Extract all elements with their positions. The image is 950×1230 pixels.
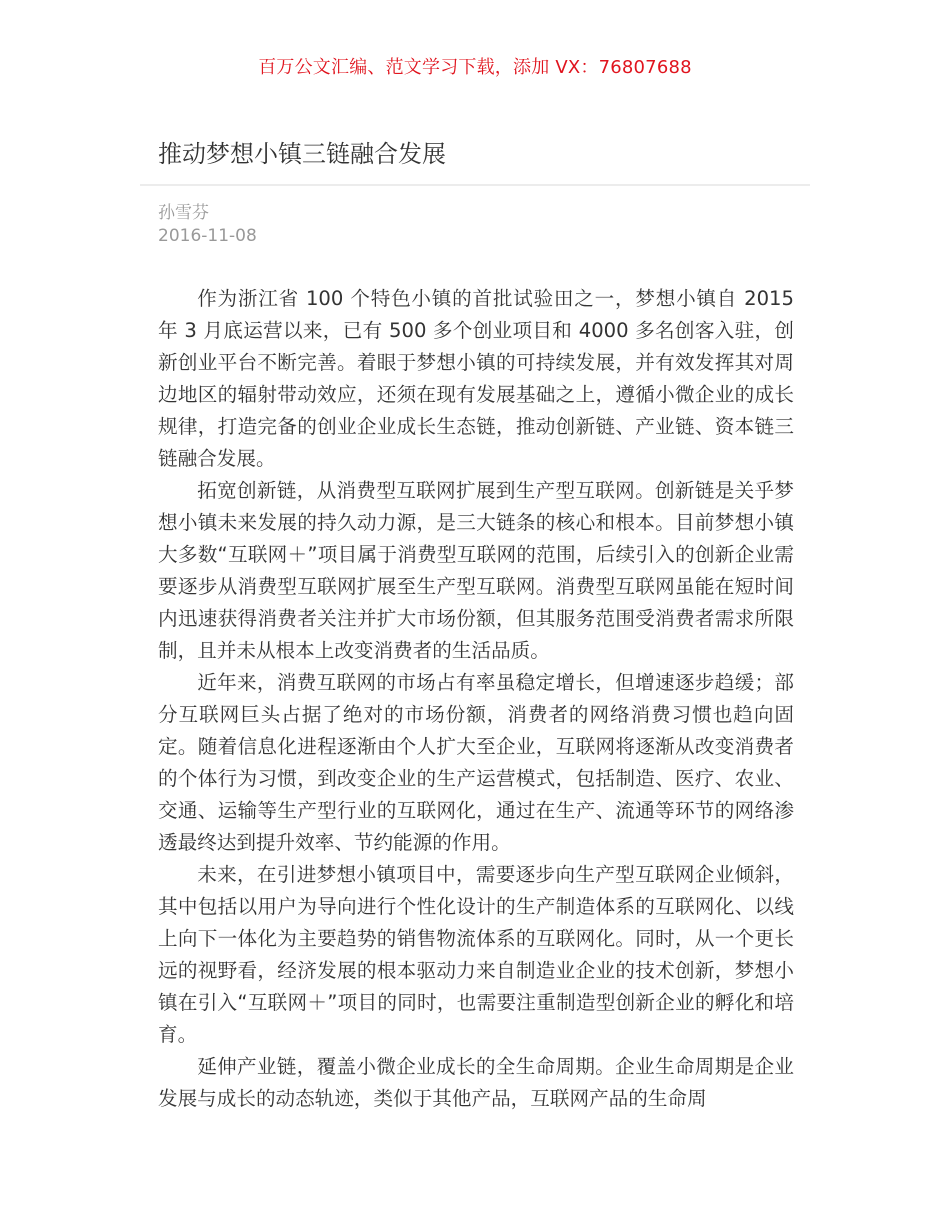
article-header [140, 136, 810, 186]
article-author: 孙雪芬 [158, 203, 209, 223]
paragraph: 近年来，消费互联网的市场占有率虽稳定增长，但增速逐步趋缓；部分互联网巨头占据了绝对的市场份额，消费者的网络消费习惯也趋向固定。随着信息化进程逐渐由个人扩大至企业，互联网将逐渐从改变消费者的个体行为习惯，到改变企业的生产运营模式，包括制造、医疗、农业、交通、运输等生产型行业的互联网化，通过在生产、流通等环节的网络渗透最终达到提升效率、节约能源的作用。 [158, 671, 794, 854]
paragraph: 延伸产业链，覆盖小微企业成长的全生命周期。企业生命周期是企业发展与成长的动态轨迹，类似于其他产品，互联网产品的生命周 [158, 1055, 794, 1110]
article-meta [158, 202, 257, 248]
article-date: 2016-11-08 [158, 226, 257, 246]
paragraph: 作为浙江省 100 个特色小镇的首批试验田之一，梦想小镇自 2015 年 3 月底运营以来，已有 500 多个创业项目和 4000 多名创客入驻，创新创业平台不断完善。着眼于梦想小镇的可持续发展，并有效发挥其对周边地区的辐射带动效应，还须在现有发展基础之上，遵循小微企业的成长规律，打造完备的创业企业成长生态链，推动创新链、产业链、资本链三链融合发展。 [158, 287, 794, 470]
article-body [158, 283, 794, 1115]
paragraph: 未来，在引进梦想小镇项目中，需要逐步向生产型互联网企业倾斜，其中包括以用户为导向进行个性化设计的生产制造体系的互联网化、以线上向下一体化为主要趋势的销售物流体系的互联网化。同时，从一个更长远的视野看，经济发展的根本驱动力来自制造业企业的技术创新，梦想小镇在引入“互联网＋”项目的同时，也需要注重制造型创新企业的孵化和培育。 [158, 863, 794, 1046]
article-title: 推动梦想小镇三链融合发展 [158, 140, 446, 168]
title-divider [140, 184, 810, 186]
promo-banner: 百万公文汇编、范文学习下载，添加 VX：76807688 [258, 57, 692, 78]
paragraph: 拓宽创新链，从消费型互联网扩展到生产型互联网。创新链是关乎梦想小镇未来发展的持久动力源，是三大链条的核心和根本。目前梦想小镇大多数“互联网＋”项目属于消费型互联网的范围，后续引入的创新企业需要逐步从消费型互联网扩展至生产型互联网。消费型互联网虽能在短时间内迅速获得消费者关注并扩大市场份额，但其服务范围受消费者需求所限制，且并未从根本上改变消费者的生活品质。 [158, 479, 794, 662]
